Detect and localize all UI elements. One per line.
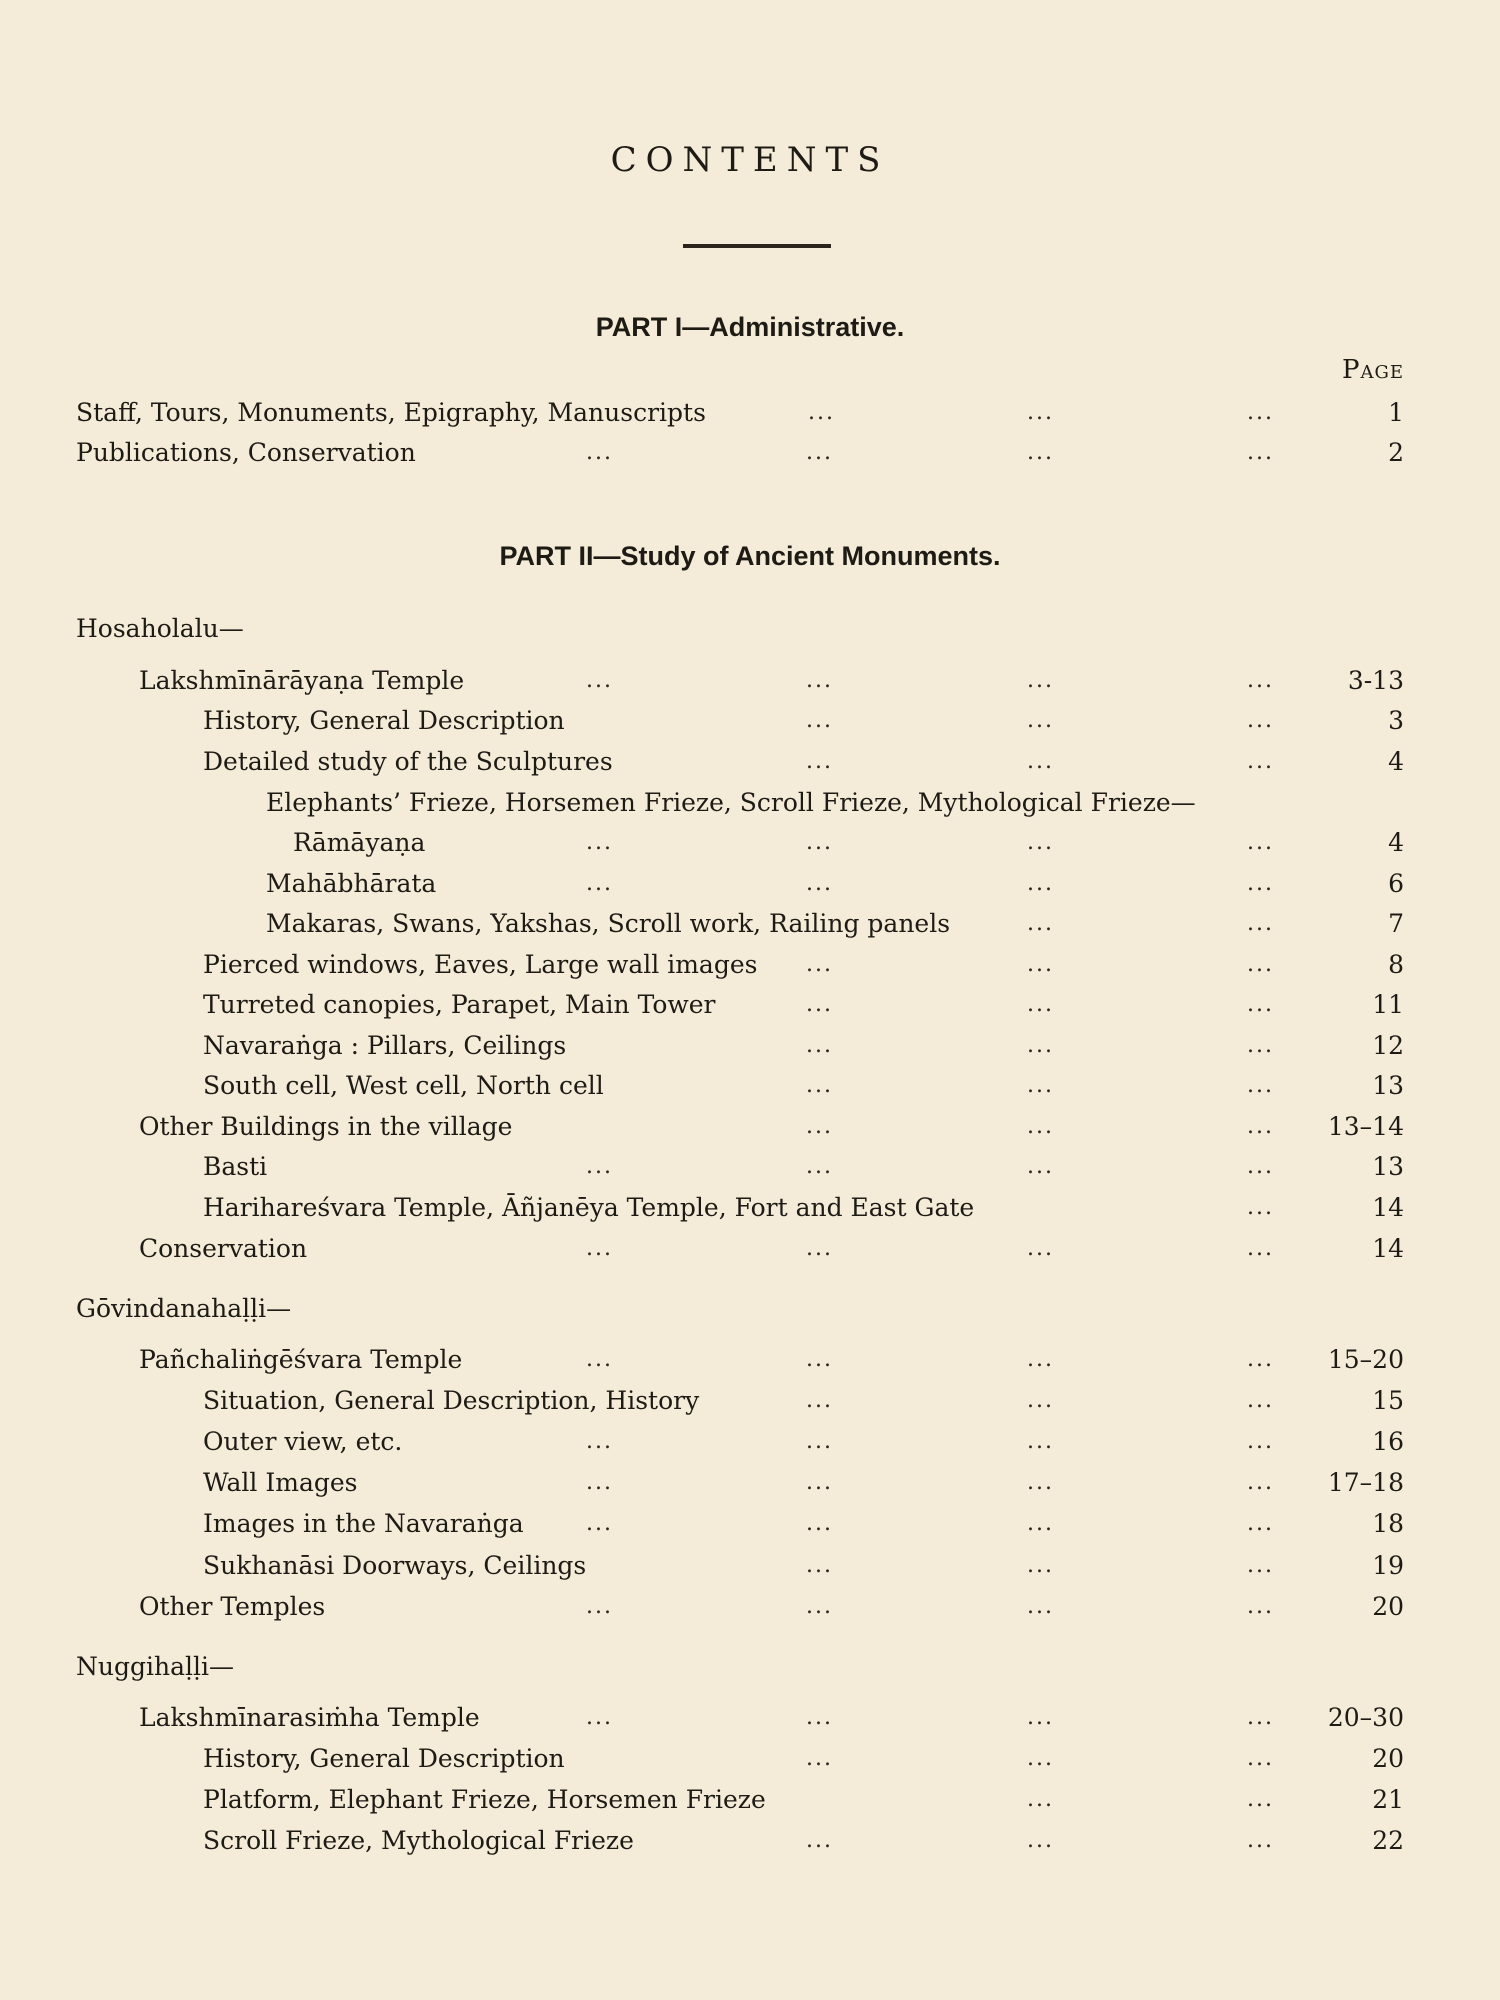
leader-dots: ... bbox=[1027, 1429, 1054, 1454]
toc-entry-page: 21 bbox=[1372, 1785, 1404, 1814]
toc-entry-page: 3-13 bbox=[1347, 666, 1404, 695]
toc-entry bbox=[0, 904, 1500, 944]
leader-dots: ... bbox=[1247, 749, 1274, 774]
leader-dots: ... bbox=[1027, 1553, 1054, 1578]
leader-dots: ... bbox=[1027, 1470, 1054, 1495]
toc-entry bbox=[0, 783, 1500, 823]
leader-dots: ... bbox=[806, 830, 833, 855]
toc-entry-page: 20 bbox=[1372, 1592, 1404, 1621]
toc-entry-label: Outer view, etc. bbox=[203, 1427, 403, 1456]
toc-entry-label: Harihareśvara Temple, Āñjanēya Temple, Fort and East Gate bbox=[203, 1193, 975, 1222]
toc-entry-label: History, General Description bbox=[203, 1744, 565, 1773]
leader-dots: ... bbox=[806, 1705, 833, 1730]
leader-dots: ... bbox=[586, 1705, 613, 1730]
toc-entry-label: Mahābhārata bbox=[266, 869, 437, 898]
toc-entry-page: 16 bbox=[1372, 1427, 1404, 1456]
section-heading-label: Hosaholalu— bbox=[76, 614, 244, 643]
leader-dots: ... bbox=[1247, 1388, 1274, 1413]
leader-dots: ... bbox=[586, 1594, 613, 1619]
toc-entry bbox=[0, 1107, 1500, 1147]
leader-dots: ... bbox=[806, 1594, 833, 1619]
page-column-label: Page bbox=[1341, 355, 1404, 385]
leader-dots: ... bbox=[1027, 1114, 1054, 1139]
leader-dots: ... bbox=[586, 1511, 613, 1536]
leader-dots: ... bbox=[1247, 1033, 1274, 1058]
leader-dots: ... bbox=[586, 668, 613, 693]
toc-entry-page: 15 bbox=[1372, 1386, 1404, 1415]
toc-entry bbox=[0, 393, 1500, 433]
leader-dots: ... bbox=[806, 440, 833, 465]
toc-entry bbox=[0, 1026, 1500, 1066]
toc-entry-label: Staff, Tours, Monuments, Epigraphy, Manuscripts bbox=[76, 398, 706, 427]
section-heading bbox=[0, 1647, 1500, 1687]
toc-entry bbox=[0, 1821, 1500, 1861]
toc-entry-label: Other Temples bbox=[139, 1592, 326, 1621]
leader-dots: ... bbox=[806, 1470, 833, 1495]
toc-entry-page: 20 bbox=[1372, 1744, 1404, 1773]
leader-dots: ... bbox=[1027, 400, 1054, 425]
leader-dots: ... bbox=[1247, 911, 1274, 936]
toc-entry bbox=[0, 945, 1500, 985]
toc-entry-page: 12 bbox=[1372, 1031, 1404, 1060]
leader-dots: ... bbox=[1247, 1594, 1274, 1619]
leader-dots: ... bbox=[1027, 952, 1054, 977]
toc-entry-page: 13 bbox=[1372, 1152, 1404, 1181]
toc-entry-label: Elephants’ Frieze, Horsemen Frieze, Scroll Frieze, Mythological Frieze— bbox=[266, 788, 1196, 817]
toc-entry-page: 1 bbox=[1388, 398, 1404, 427]
leader-dots: ... bbox=[586, 1347, 613, 1372]
toc-entry-page: 4 bbox=[1388, 747, 1404, 776]
leader-dots: ... bbox=[1247, 992, 1274, 1017]
toc-entry-page: 15–20 bbox=[1327, 1345, 1404, 1374]
toc-entry-label: South cell, West cell, North cell bbox=[203, 1071, 604, 1100]
leader-dots: ... bbox=[1247, 1114, 1274, 1139]
leader-dots: ... bbox=[806, 1746, 833, 1771]
leader-dots: ... bbox=[1027, 871, 1054, 896]
toc-entry bbox=[0, 1698, 1500, 1738]
leader-dots: ... bbox=[1027, 830, 1054, 855]
toc-entry-label: Makaras, Swans, Yakshas, Scroll work, Railing panels bbox=[266, 909, 951, 938]
leader-dots: ... bbox=[1027, 911, 1054, 936]
toc-entry-label: Basti bbox=[203, 1152, 268, 1181]
leader-dots: ... bbox=[1027, 708, 1054, 733]
toc-entry bbox=[0, 1463, 1500, 1503]
leader-dots: ... bbox=[1027, 440, 1054, 465]
toc-entry-page: 11 bbox=[1372, 990, 1404, 1019]
leader-dots: ... bbox=[806, 1388, 833, 1413]
toc-entry bbox=[0, 1340, 1500, 1380]
toc-entry bbox=[0, 823, 1500, 863]
leader-dots: ... bbox=[1247, 1553, 1274, 1578]
leader-dots: ... bbox=[1027, 1705, 1054, 1730]
leader-dots: ... bbox=[806, 952, 833, 977]
toc-entry-label: Pañchaliṅgēśvara Temple bbox=[139, 1345, 463, 1374]
toc-entry bbox=[0, 1147, 1500, 1187]
leader-dots: ... bbox=[1027, 1511, 1054, 1536]
leader-dots: ... bbox=[1027, 1154, 1054, 1179]
toc-entry bbox=[0, 1188, 1500, 1228]
leader-dots: ... bbox=[1027, 1236, 1054, 1261]
toc-entry-label: Rāmāyaṇa bbox=[293, 828, 426, 857]
toc-entry bbox=[0, 701, 1500, 741]
toc-entry-label: Other Buildings in the village bbox=[139, 1112, 513, 1141]
toc-entry-label: Conservation bbox=[139, 1234, 308, 1263]
toc-entry bbox=[0, 433, 1500, 473]
toc-entry bbox=[0, 1381, 1500, 1421]
leader-dots: ... bbox=[1247, 1787, 1274, 1812]
leader-dots: ... bbox=[1247, 952, 1274, 977]
leader-dots: ... bbox=[586, 1470, 613, 1495]
leader-dots: ... bbox=[1027, 1073, 1054, 1098]
leader-dots: ... bbox=[1247, 1828, 1274, 1853]
toc-entry-label: Situation, General Description, History bbox=[203, 1386, 700, 1415]
leader-dots: ... bbox=[586, 1236, 613, 1261]
leader-dots: ... bbox=[808, 400, 835, 425]
toc-entry-label: Lakshmīnārāyaṇa Temple bbox=[139, 666, 465, 695]
leader-dots: ... bbox=[586, 1154, 613, 1179]
toc-entry-page: 6 bbox=[1388, 869, 1404, 898]
toc-entry-label: Pierced windows, Eaves, Large wall images bbox=[203, 950, 758, 979]
leader-dots: ... bbox=[1027, 1746, 1054, 1771]
leader-dots: ... bbox=[806, 992, 833, 1017]
leader-dots: ... bbox=[1247, 1705, 1274, 1730]
toc-entry-label: Wall Images bbox=[203, 1468, 358, 1497]
leader-dots: ... bbox=[806, 1429, 833, 1454]
leader-dots: ... bbox=[1247, 400, 1274, 425]
part1-heading: PART I—Administrative. bbox=[595, 312, 905, 342]
toc-entry bbox=[0, 661, 1500, 701]
leader-dots: ... bbox=[806, 1154, 833, 1179]
leader-dots: ... bbox=[586, 871, 613, 896]
toc-entry-page: 13 bbox=[1372, 1071, 1404, 1100]
leader-dots: ... bbox=[1027, 1828, 1054, 1853]
leader-dots: ... bbox=[1247, 1470, 1274, 1495]
toc-entry-page: 8 bbox=[1388, 950, 1404, 979]
toc-entry bbox=[0, 864, 1500, 904]
leader-dots: ... bbox=[586, 440, 613, 465]
toc-entry-page: 7 bbox=[1388, 909, 1404, 938]
toc-entry bbox=[0, 1546, 1500, 1586]
toc-entry bbox=[0, 1229, 1500, 1269]
toc-entry bbox=[0, 1504, 1500, 1544]
toc-entry bbox=[0, 1422, 1500, 1462]
leader-dots: ... bbox=[1247, 708, 1274, 733]
leader-dots: ... bbox=[1247, 1746, 1274, 1771]
toc-entry-label: Publications, Conservation bbox=[76, 438, 416, 467]
page-title: CONTENTS bbox=[610, 140, 890, 180]
leader-dots: ... bbox=[586, 1429, 613, 1454]
leader-dots: ... bbox=[1027, 1594, 1054, 1619]
leader-dots: ... bbox=[806, 708, 833, 733]
toc-entry-page: 22 bbox=[1372, 1826, 1404, 1855]
leader-dots: ... bbox=[806, 1511, 833, 1536]
toc-entry-label: Detailed study of the Sculptures bbox=[203, 747, 613, 776]
section-heading-label: Gōvindanahaḷḷi— bbox=[76, 1294, 292, 1323]
toc-entry-label: Scroll Frieze, Mythological Frieze bbox=[203, 1826, 634, 1855]
leader-dots: ... bbox=[806, 668, 833, 693]
leader-dots: ... bbox=[806, 1828, 833, 1853]
leader-dots: ... bbox=[806, 1073, 833, 1098]
toc-entry bbox=[0, 1739, 1500, 1779]
leader-dots: ... bbox=[1247, 668, 1274, 693]
toc-entry-page: 14 bbox=[1372, 1193, 1404, 1222]
leader-dots: ... bbox=[1247, 1073, 1274, 1098]
part2-heading: PART II—Study of Ancient Monuments. bbox=[499, 541, 1001, 571]
leader-dots: ... bbox=[1247, 1347, 1274, 1372]
toc-entry-label: History, General Description bbox=[203, 706, 565, 735]
toc-entry-page: 14 bbox=[1372, 1234, 1404, 1263]
title-rule bbox=[683, 244, 831, 248]
toc-entry-page: 3 bbox=[1388, 706, 1404, 735]
toc-entry bbox=[0, 1066, 1500, 1106]
leader-dots: ... bbox=[1247, 1511, 1274, 1536]
leader-dots: ... bbox=[1027, 749, 1054, 774]
section-heading bbox=[0, 609, 1500, 649]
toc-entry-page: 4 bbox=[1388, 828, 1404, 857]
leader-dots: ... bbox=[1247, 1195, 1274, 1220]
section-heading-label: Nuggihaḷḷi— bbox=[76, 1652, 234, 1681]
leader-dots: ... bbox=[1027, 668, 1054, 693]
toc-entry-page: 2 bbox=[1388, 438, 1404, 467]
section-heading bbox=[0, 1289, 1500, 1329]
leader-dots: ... bbox=[1027, 1388, 1054, 1413]
leader-dots: ... bbox=[1247, 440, 1274, 465]
leader-dots: ... bbox=[1247, 1236, 1274, 1261]
toc-entry bbox=[0, 1780, 1500, 1820]
leader-dots: ... bbox=[1247, 1154, 1274, 1179]
leader-dots: ... bbox=[1027, 1347, 1054, 1372]
leader-dots: ... bbox=[1247, 871, 1274, 896]
toc-entry bbox=[0, 742, 1500, 782]
toc-entry-label: Turreted canopies, Parapet, Main Tower bbox=[203, 990, 716, 1019]
leader-dots: ... bbox=[806, 1347, 833, 1372]
leader-dots: ... bbox=[806, 749, 833, 774]
leader-dots: ... bbox=[806, 871, 833, 896]
toc-entry-page: 17–18 bbox=[1327, 1468, 1404, 1497]
toc-entry bbox=[0, 1587, 1500, 1627]
leader-dots: ... bbox=[586, 830, 613, 855]
leader-dots: ... bbox=[1247, 830, 1274, 855]
leader-dots: ... bbox=[806, 1553, 833, 1578]
toc-entry-label: Navaraṅga : Pillars, Ceilings bbox=[203, 1031, 567, 1060]
toc-entry-page: 20–30 bbox=[1327, 1703, 1404, 1732]
leader-dots: ... bbox=[806, 1114, 833, 1139]
leader-dots: ... bbox=[806, 1236, 833, 1261]
leader-dots: ... bbox=[806, 1033, 833, 1058]
toc-entry-label: Sukhanāsi Doorways, Ceilings bbox=[203, 1551, 587, 1580]
toc-entry-page: 19 bbox=[1372, 1551, 1404, 1580]
toc-entry-label: Lakshmīnarasiṁha Temple bbox=[139, 1703, 480, 1732]
toc-entry-page: 18 bbox=[1372, 1509, 1404, 1538]
leader-dots: ... bbox=[1247, 1429, 1274, 1454]
leader-dots: ... bbox=[1027, 992, 1054, 1017]
toc-entry-label: Images in the Navaraṅga bbox=[203, 1509, 524, 1538]
toc-entry bbox=[0, 985, 1500, 1025]
leader-dots: ... bbox=[1027, 1787, 1054, 1812]
toc-entry-label: Platform, Elephant Frieze, Horsemen Frieze bbox=[203, 1785, 766, 1814]
toc-entry-page: 13–14 bbox=[1327, 1112, 1404, 1141]
leader-dots: ... bbox=[1027, 1033, 1054, 1058]
